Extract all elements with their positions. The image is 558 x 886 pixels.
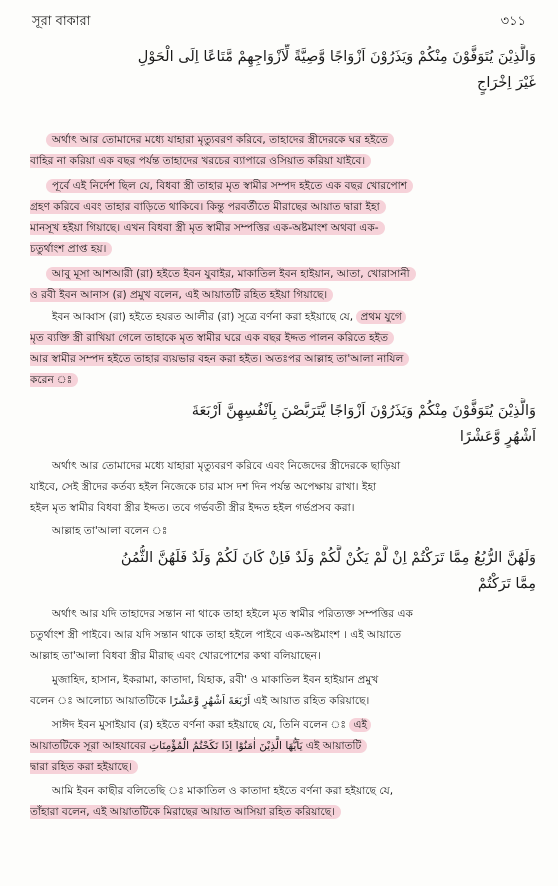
commentary-paragraph-8	[30, 670, 536, 712]
highlighted-text: প্রথম যুগে	[356, 310, 405, 324]
text-line: আমি ইবন কাছীর বলিতেছি ঃ মাকাতিল ও কাতাদা হইতে বর্ণনা করা হইয়াছে যে,	[52, 785, 394, 797]
highlighted-text: আর স্বামীর সম্পদ হইতে তাহার ব্যয়ভার বহন করা হইত। অতঃপর আল্লাহ তা'আলা নাযিল	[30, 352, 409, 366]
highlighted-text: চতুর্থাংশ প্রাপ্ত হয়।	[30, 242, 112, 256]
highlighted-text: তাঁহারা বলেন, এই আয়াতটিকে মিরাছের আয়াত আসিয়া রহিত করিয়াছে।	[30, 805, 341, 819]
commentary-paragraph-9	[30, 715, 536, 778]
highlighted-text: করেন ঃ	[30, 373, 78, 387]
page-header	[32, 12, 526, 34]
surah-title: সূরা বাকারা	[32, 14, 91, 29]
text-line: যাইবে, সেই স্ত্রীদের কর্তব্য হইল নিজেকে চার মাস দশ দিন পর্যন্ত অপেক্ষায় রাখা। ইহা	[30, 481, 377, 493]
text-line: আল্লাহ তা'আলা বিধবা স্ত্রীর মীরাছ এবং খোরপোশের কথা বলিয়াছেন।	[30, 650, 321, 662]
text-line: চতুর্থাংশ স্ত্রী পাইবে। আর যদি সন্তান থাকে তাহা হইলে পাইবে এক-অষ্টমাংশ । এই আয়াতে	[30, 629, 402, 641]
highlighted-text: আয়াতটিকে সূরা আহযাবের يَاَيُّهَا الَّذِيْنَ اٰمَنُوْا اِذَا نَكَحْتُمُ الْمُؤْمِنَاتِ এই আয়াতটি	[30, 739, 367, 753]
plain-text: ইবন আব্বাস (রা) হইতে হযরত আলীর (রা) সূত্রে বর্ণনা করা হইয়াছে যে,	[52, 311, 354, 323]
highlighted-text: বাহির না করিয়া এক বছর পর্যন্ত তাহাদের খরচের ব্যাপারে ওসিয়াত করিয়া যাইবে।	[30, 154, 371, 168]
translation-paragraph-5	[30, 456, 536, 519]
text-line: অর্থাৎ আর যদি তাহাদের সন্তান না থাকে তাহা হইলে মৃত স্বামীর পরিত্যক্ত সম্পত্তির এক	[52, 608, 413, 620]
arabic-verse-2	[30, 398, 536, 450]
verse-line: وَالَّذِيْنَ يُتَوَفَّوْنَ مِنْكُمْ وَيَذَرُوْنَ اَزْوَاجًا وَّصِيَّةً لِّاَزْوَاجِهِمْ مَّتَاعًا اِلَى الْحَوْلِ	[137, 49, 536, 65]
highlighted-text: আবু মূসা আশআরী (রা) হইতে ইবন যুবাইর, মাকাতিল ইবন হাইয়ান, আতা, খোরাসানী	[46, 267, 416, 281]
text-line: মুজাহিদ, হাসান, ইকরামা, কাতাদা, যিহাক, রবী' ও মাকাতিল ইবন হাইয়ান প্রমুখ	[52, 674, 379, 686]
page-number: ৩১১	[500, 14, 526, 29]
commentary-paragraph-3	[30, 264, 536, 306]
text-line: হইল মৃত স্বামীর বিধবা স্ত্রীর ইদ্দত। তবে গর্ভবতী স্ত্রীর ইদ্দত হইল গর্ভপ্রসব করা।	[30, 502, 355, 514]
text-line: বলেন ঃ আলোচ্য আয়াতটিকে اَرْبَعَةَ اَشْهُرٍ وَّعَشْرًا এই আয়াত রহিত করিয়াছে।	[30, 695, 370, 707]
highlighted-text: ও রবী ইবন আনাস (র) প্রমুখ বলেন, এই আয়াতটি রহিত হইয়া গিয়াছে।	[30, 288, 333, 302]
highlighted-text: অর্থাৎ আর তোমাদের মধ্যে যাহারা মৃত্যুবরণ করিবে, তাহাদের স্ত্রীদেরকে ঘর হইতে	[46, 133, 394, 147]
commentary-paragraph-4	[30, 307, 536, 391]
translation-paragraph-7	[30, 604, 536, 667]
arabic-verse-1	[30, 44, 536, 96]
highlighted-text: মৃত ব্যক্তি স্ত্রী রাখিয়া গেলে তাহাকে মৃত স্বামীর ঘরে এক বছর ইদ্দত পালন করিতে হইত	[30, 331, 394, 345]
text-line: অর্থাৎ আর তোমাদের মধ্যে যাহারা মৃত্যুবরণ করিবে এবং নিজেদের স্ত্রীদেরকে ছাড়িয়া	[52, 460, 401, 472]
highlighted-text: মানসূখ হইয়া গিয়াছে। এখন বিধবা স্ত্রী মৃত স্বামীর সম্পত্তির এক-অষ্টমাংশ অথবা এক-	[30, 221, 385, 235]
arabic-verse-3	[30, 545, 536, 597]
translation-paragraph-1	[30, 130, 536, 172]
commentary-paragraph-6	[30, 521, 536, 542]
commentary-paragraph-2	[30, 176, 536, 260]
highlighted-text: দ্বারা রহিত করা হইয়াছে।	[30, 760, 138, 774]
plain-text: সাঈদ ইবন মুসাইয়াব (র) হইতে বর্ণনা করা হইয়াছে যে, তিনি বলেন ঃ	[52, 719, 347, 731]
highlighted-text: গ্রহণ করিবে এবং তাহার বাড়িতে থাকিবে। কিন্তু পরবর্তীতে মীরাছের আয়াত দ্বারা ইহা	[30, 200, 386, 214]
highlighted-text: পূর্বে এই নির্দেশ ছিল যে, বিধবা স্ত্রী তাহার মৃত স্বামীর সম্পদ হইতে এক বছর খোরপোশ	[46, 179, 413, 193]
verse-line: وَالَّذِيْنَ يُتَوَفَّوْنَ مِنْكُمْ وَيَذَرُوْنَ اَزْوَاجًا يَّتَرَبَّصْنَ بِاَنْفُسِهِنَّ اَرْبَعَةَ	[191, 403, 536, 419]
commentary-paragraph-10	[30, 781, 536, 823]
highlighted-text: এই	[349, 718, 371, 732]
verse-line: اَشْهُرٍ وَّعَشْرًا	[459, 429, 536, 445]
verse-line: غَيْرَ اِخْرَاجٍ	[477, 75, 536, 91]
verse-line: مِمَّا تَرَكْتُمْ	[477, 576, 536, 592]
text-line: আল্লাহ তা'আলা বলেন ঃ	[52, 525, 168, 537]
verse-line: وَلَهُنَّ الرُّبُعُ مِمَّا تَرَكْتُمْ اِنْ لَّمْ يَكُنْ لَّكُمْ وَلَدٌ فَاِنْ كَانَ لَكُمْ وَلَدٌ فَلَهُنَّ الثُّمُنُ	[120, 550, 536, 566]
